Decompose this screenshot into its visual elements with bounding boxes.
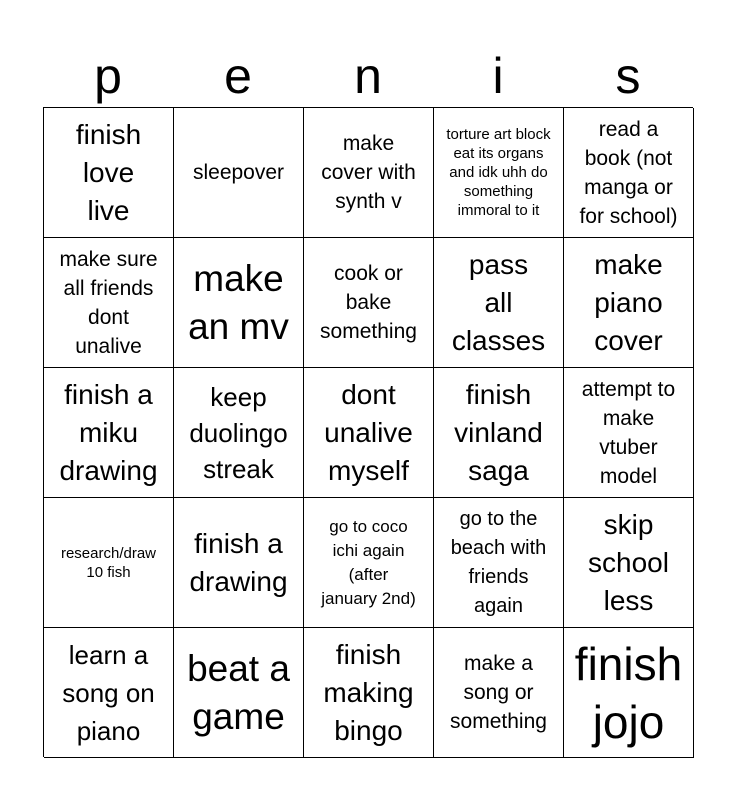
cell-text: make cover with synth v bbox=[321, 132, 416, 213]
bingo-cell[interactable] bbox=[434, 238, 564, 368]
bingo-cell[interactable] bbox=[44, 498, 174, 628]
bingo-cell[interactable] bbox=[174, 628, 304, 758]
header-letter-e: e bbox=[224, 48, 252, 104]
bingo-cell[interactable] bbox=[174, 368, 304, 498]
cell-text: go to coco ichi again (after january 2nd) bbox=[321, 516, 416, 608]
cell-text: finish a drawing bbox=[189, 527, 288, 597]
bingo-cell[interactable] bbox=[434, 368, 564, 498]
cell-text: finish jojo bbox=[574, 637, 683, 748]
bingo-cell[interactable] bbox=[434, 108, 564, 238]
bingo-cell[interactable] bbox=[304, 498, 434, 628]
bingo-header bbox=[43, 44, 693, 108]
bingo-cell[interactable] bbox=[174, 498, 304, 628]
cell-text: keep duolingo streak bbox=[189, 381, 288, 484]
bingo-cell[interactable] bbox=[44, 238, 174, 368]
bingo-cell[interactable] bbox=[174, 108, 304, 238]
bingo-cell[interactable] bbox=[44, 368, 174, 498]
bingo-cell[interactable] bbox=[304, 108, 434, 238]
header-letter-p: p bbox=[94, 48, 122, 104]
bingo-cell[interactable] bbox=[174, 238, 304, 368]
cell-text: finish making bingo bbox=[323, 638, 414, 746]
cell-text: make piano cover bbox=[594, 248, 663, 356]
cell-text: finish a miku drawing bbox=[59, 378, 158, 486]
cell-text: beat a game bbox=[187, 647, 290, 737]
cell-text: research/draw 10 fish bbox=[60, 544, 157, 581]
cell-text: sleepover bbox=[192, 161, 285, 184]
cell-text: attempt to make vtuber model bbox=[581, 377, 676, 488]
bingo-cell[interactable] bbox=[304, 368, 434, 498]
bingo-board bbox=[43, 107, 693, 757]
bingo-cell[interactable] bbox=[304, 238, 434, 368]
bingo-cell[interactable] bbox=[434, 628, 564, 758]
bingo-cell[interactable] bbox=[304, 628, 434, 758]
cell-text: make an mv bbox=[188, 257, 289, 347]
cell-text: finish vinland saga bbox=[454, 378, 543, 486]
header-letter-n: n bbox=[354, 48, 382, 104]
cell-text: make sure all friends dont unalive bbox=[59, 247, 158, 358]
bingo-cell[interactable] bbox=[44, 108, 174, 238]
bingo-cell[interactable] bbox=[44, 628, 174, 758]
cell-text: finish love live bbox=[75, 118, 142, 226]
cell-text: learn a song on piano bbox=[62, 639, 155, 746]
bingo-cell[interactable] bbox=[564, 108, 694, 238]
bingo-cell[interactable] bbox=[564, 368, 694, 498]
header-letter-i: i bbox=[492, 48, 504, 104]
cell-text: go to the beach with friends again bbox=[450, 507, 547, 617]
cell-text: read a book (not manga or for school) bbox=[579, 117, 678, 228]
cell-text: make a song or something bbox=[450, 652, 547, 733]
bingo-cell[interactable] bbox=[434, 498, 564, 628]
bingo-cell[interactable] bbox=[564, 628, 694, 758]
cell-text: pass all classes bbox=[451, 248, 546, 356]
cell-text: dont unalive myself bbox=[324, 378, 413, 486]
bingo-cell[interactable] bbox=[564, 498, 694, 628]
cell-text: cook or bake something bbox=[320, 262, 417, 343]
cell-text: torture art block eat its organs and idk uhh do something immoral to it bbox=[446, 126, 551, 219]
cell-text: skip school less bbox=[588, 508, 669, 616]
header-letter-s: s bbox=[615, 48, 641, 104]
bingo-cell[interactable] bbox=[564, 238, 694, 368]
